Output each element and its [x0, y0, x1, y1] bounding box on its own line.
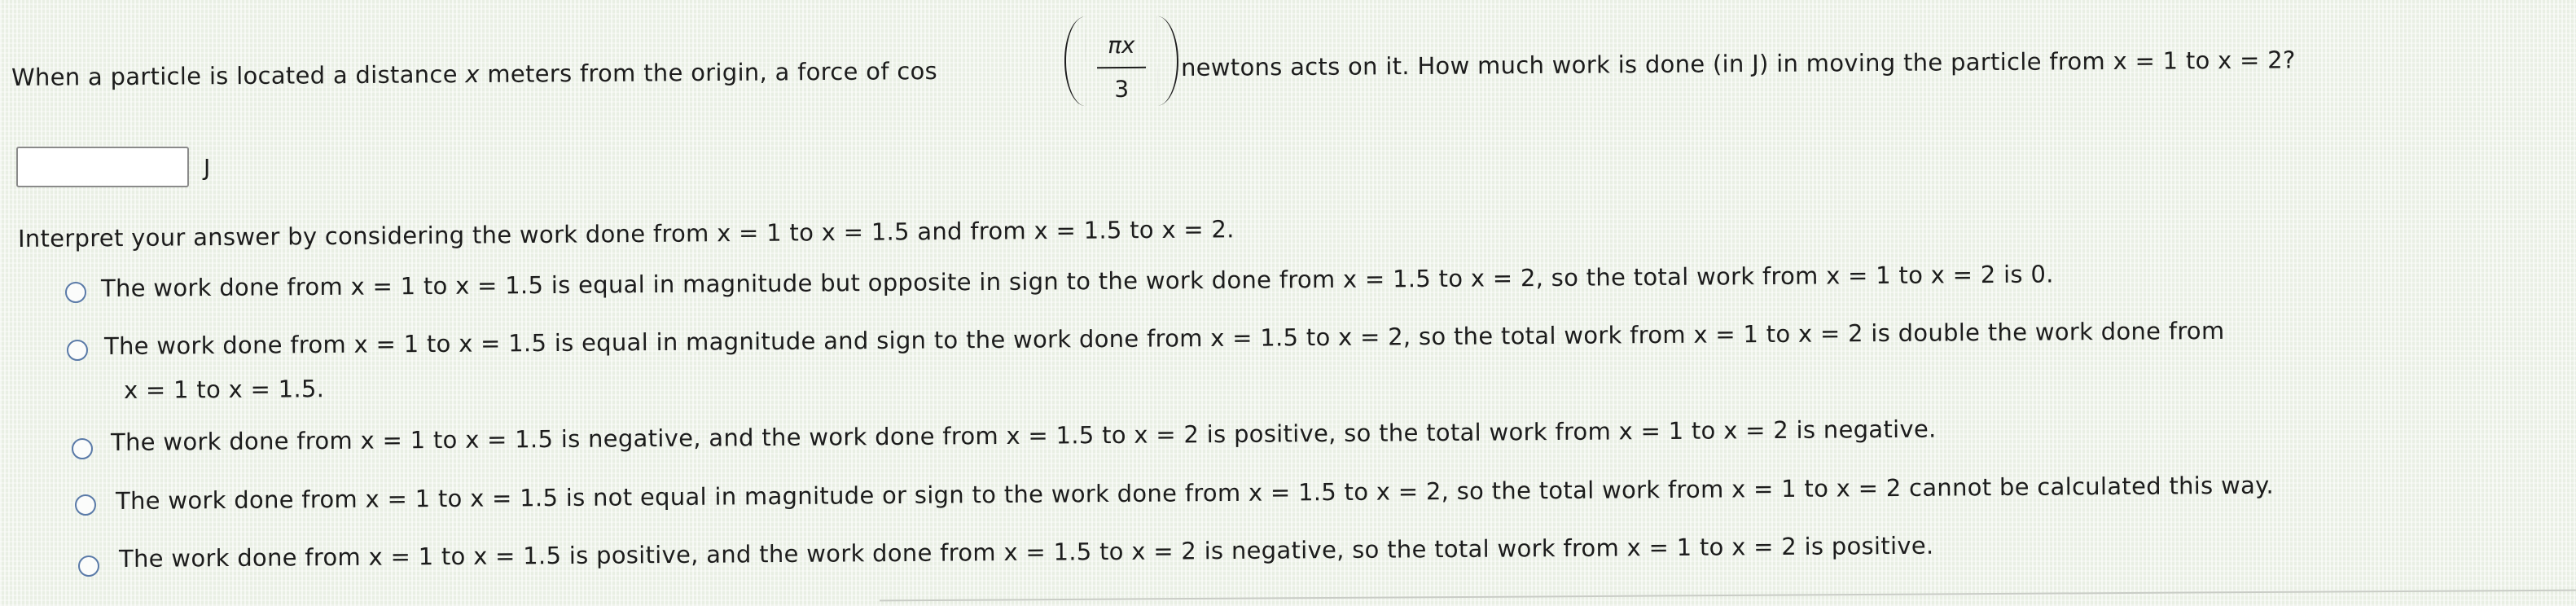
option-2-label-line-2: x = 1 to x = 1.5. — [123, 375, 325, 404]
divider-line — [880, 590, 2576, 602]
interpret-prompt: Interpret your answer by considering the work done from x = 1 to x = 1.5 and from x = 1.5 to x = 2. — [17, 215, 1235, 253]
fraction-numerator: πx — [1108, 31, 1135, 59]
question-suffix: newtons acts on it. How much work is done (in J) in moving the particle from x = 1 to x = 2? — [1180, 46, 2296, 81]
option-1-radio[interactable] — [65, 282, 86, 303]
question-text-start — [11, 57, 937, 91]
fraction-bar — [1097, 67, 1146, 68]
question-prefix: When a particle is located a distance — [11, 60, 458, 91]
option-5-radio[interactable] — [78, 556, 99, 577]
option-3-radio[interactable] — [72, 438, 93, 459]
answer-unit-label: J — [204, 154, 211, 181]
option-3-label: The work done from x = 1 to x = 1.5 is negative, and the work done from x = 1.5 to x = 2 is positive, so the total work from x = 1 to x = 2 is negative. — [110, 415, 1937, 456]
option-2-label-line-1: The work done from x = 1 to x = 1.5 is equal in magnitude and sign to the work done from x = 1.5 to x = 2, so the total work from x = 1 to x = 2 is double the work done from — [103, 316, 2225, 360]
option-1-label: The work done from x = 1 to x = 1.5 is equal in magnitude but opposite in sign to the work done from x = 1.5 to x = 2, so the total work from x = 1 to x = 2 is 0. — [100, 260, 2054, 302]
option-4-label: The work done from x = 1 to x = 1.5 is not equal in magnitude or sign to the work done from x = 1.5 to x = 2, so the total work from x = 1 to x = 2 cannot be calculated this way. — [115, 471, 2275, 515]
option-5-label: The work done from x = 1 to x = 1.5 is positive, and the work done from x = 1.5 to x = 2 is negative, so the total work from x = 1 to x = 2 is positive. — [118, 531, 1934, 573]
option-2-radio[interactable] — [67, 340, 88, 361]
option-4-radio[interactable] — [75, 494, 96, 516]
question-variable-x: x — [465, 59, 480, 89]
answer-input[interactable] — [16, 147, 189, 187]
question-middle: meters from the origin, a force of cos — [487, 57, 938, 88]
fraction-denominator: 3 — [1114, 75, 1130, 103]
